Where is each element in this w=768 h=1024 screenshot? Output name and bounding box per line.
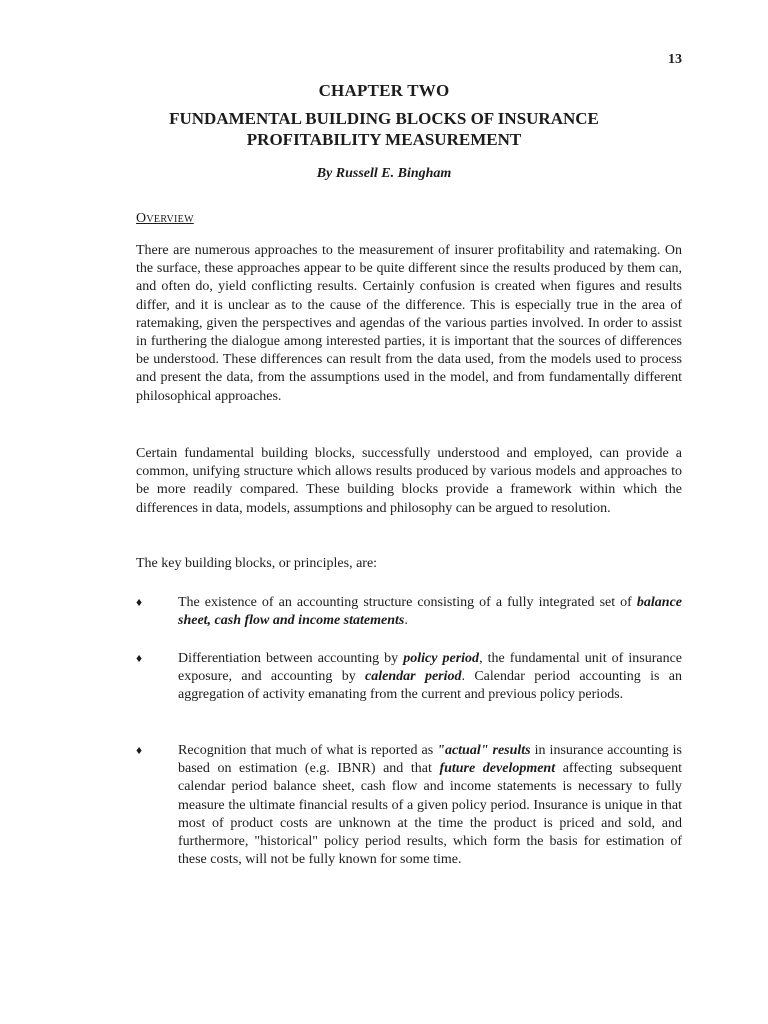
section-heading-overview: Overview	[136, 211, 194, 226]
bullet-text: Recognition that much of what is reported as "actual" results in insurance accounting is based on estimation (e.g. IBNR) and that future development affecting subsequent calendar period balance sheet, cash flow and income statements is necessary to fully measure the ultimate financial results of a given policy period. Insurance is unique in that most of product costs are unknown at the time the product is priced and sold, and furthermore, "historical" policy period results, which form the basis for estimation of these costs, will not be fully known for some time.	[178, 743, 682, 868]
overview-paragraph-3: The key building blocks, or principles, are:	[136, 556, 378, 571]
page-number: 13	[668, 52, 682, 67]
overview-paragraph-2: Certain fundamental building blocks, successfully understood and employed, can provide a common, unifying structure which allows results produced by various models and approaches to be more readily compared. These building blocks provide a framework within which the differences in data, models, assumptions and philosophy can be argued to resolution.	[136, 446, 682, 516]
chapter-title: FUNDAMENTAL BUILDING BLOCKS OF INSURANCE PROFITABILITY MEASUREMENT	[169, 109, 599, 149]
overview-paragraph-1: There are numerous approaches to the measurement of insurer profitability and ratemaking. On the surface, these approaches appear to be quite different since the results produced by them can, and often do, yield conflicting results. Certainly confusion is created when figures and results differ, and it is unclear as to the cause of the difference. This is especially true in the area of ratemaking, given the perspectives and agendas of the various parties involved. In order to assist in furthering the dialogue among interested parties, it is important that the sources of differences be understood. These differences can result from the data used, from the models used to process and present the data, from the assumptions used in the model, and from fundamentally different philosophical approaches.	[136, 243, 682, 404]
emphasis-text: "actual" results	[437, 743, 531, 758]
diamond-bullet-icon: ♦	[136, 651, 143, 665]
emphasis-text: future development	[439, 761, 556, 777]
chapter-heading: CHAPTER TWO	[318, 81, 450, 100]
diamond-bullet-icon: ♦	[136, 595, 143, 609]
bullet-text: Differentiation between accounting by policy period, the fundamental unit of insurance exposure, and accounting by calendar period. Calendar period accounting is an aggregation of activity emanating from the current and previous policy periods.	[178, 651, 683, 703]
emphasis-text: balance sheet, cash flow and income statements	[178, 595, 682, 629]
diamond-bullet-icon: ♦	[136, 743, 143, 757]
emphasis-text: calendar period	[365, 669, 462, 685]
emphasis-text: policy period	[403, 651, 480, 666]
author-byline: By Russell E. Bingham	[316, 166, 452, 181]
bullet-text: The existence of an accounting structure consisting of a fully integrated set of balance sheet, cash flow and income statements.	[178, 595, 682, 629]
